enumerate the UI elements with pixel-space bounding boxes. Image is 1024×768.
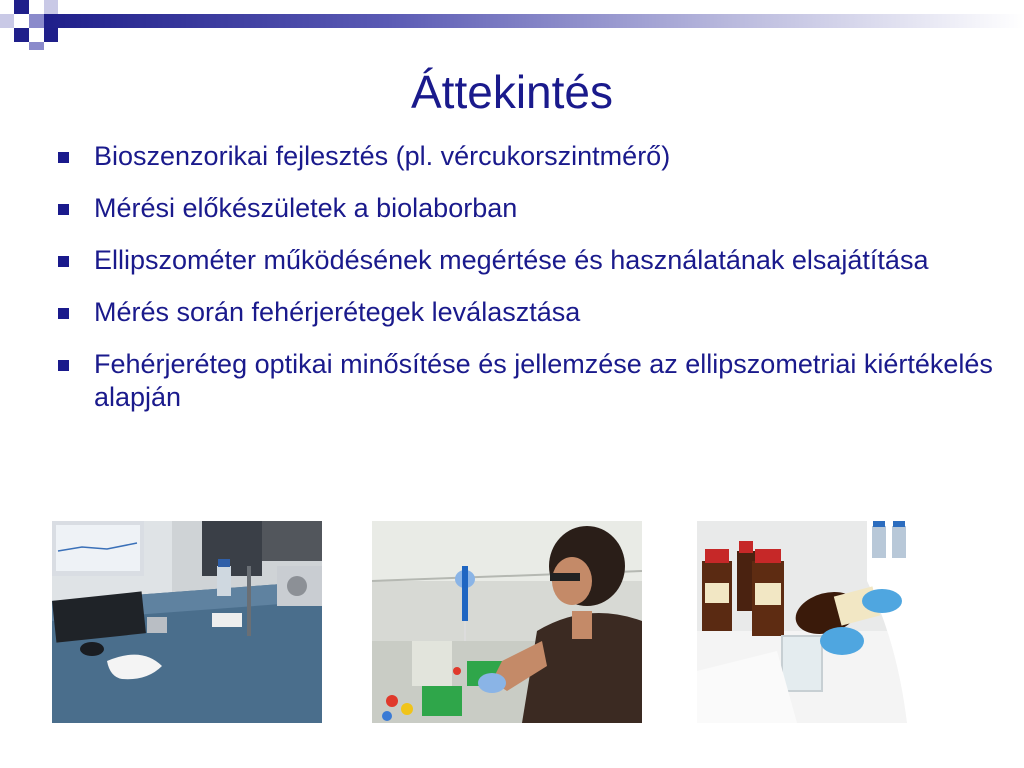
bullet-text: Bioszenzorikai fejlesztés (pl. vércukorszintmérő) bbox=[94, 141, 671, 171]
decor-square bbox=[29, 14, 44, 28]
bullet-item bbox=[58, 140, 998, 173]
bullet-text: Ellipszométer működésének megértése és használatának elsajátítása bbox=[94, 245, 929, 275]
decor-square bbox=[44, 0, 58, 14]
bullet-list bbox=[58, 140, 998, 433]
bullet-item bbox=[58, 192, 998, 225]
bullet-square-icon bbox=[58, 308, 69, 319]
decor-square bbox=[14, 28, 29, 42]
bullet-text: Fehérjeréteg optikai minősítése és jellemzése az ellipszometriai kiértékelés alapján bbox=[94, 349, 993, 412]
decor-square bbox=[0, 14, 14, 28]
bullet-item bbox=[58, 348, 998, 414]
decor-square bbox=[44, 28, 58, 42]
bullet-item bbox=[58, 296, 998, 329]
decor-square bbox=[14, 0, 29, 14]
lab-equipment-image bbox=[52, 521, 322, 723]
pipetting-researcher-photo bbox=[372, 521, 642, 723]
chemical-pouring-image bbox=[697, 521, 967, 723]
header-gradient-bar bbox=[44, 14, 1024, 28]
header-decoration bbox=[0, 0, 1024, 50]
bullet-square-icon bbox=[58, 360, 69, 371]
pipetting-researcher-image bbox=[372, 521, 642, 723]
lab-equipment-photo bbox=[52, 521, 322, 723]
bullet-square-icon bbox=[58, 152, 69, 163]
chemical-pouring-photo bbox=[697, 521, 967, 723]
bullet-square-icon bbox=[58, 256, 69, 267]
decor-square bbox=[29, 42, 44, 50]
bullet-item bbox=[58, 244, 998, 277]
slide-title: Áttekintés bbox=[411, 66, 613, 118]
bullet-text: Mérés során fehérjerétegek leválasztása bbox=[94, 297, 581, 327]
bullet-text: Mérési előkészületek a biolaborban bbox=[94, 193, 518, 223]
bullet-square-icon bbox=[58, 204, 69, 215]
